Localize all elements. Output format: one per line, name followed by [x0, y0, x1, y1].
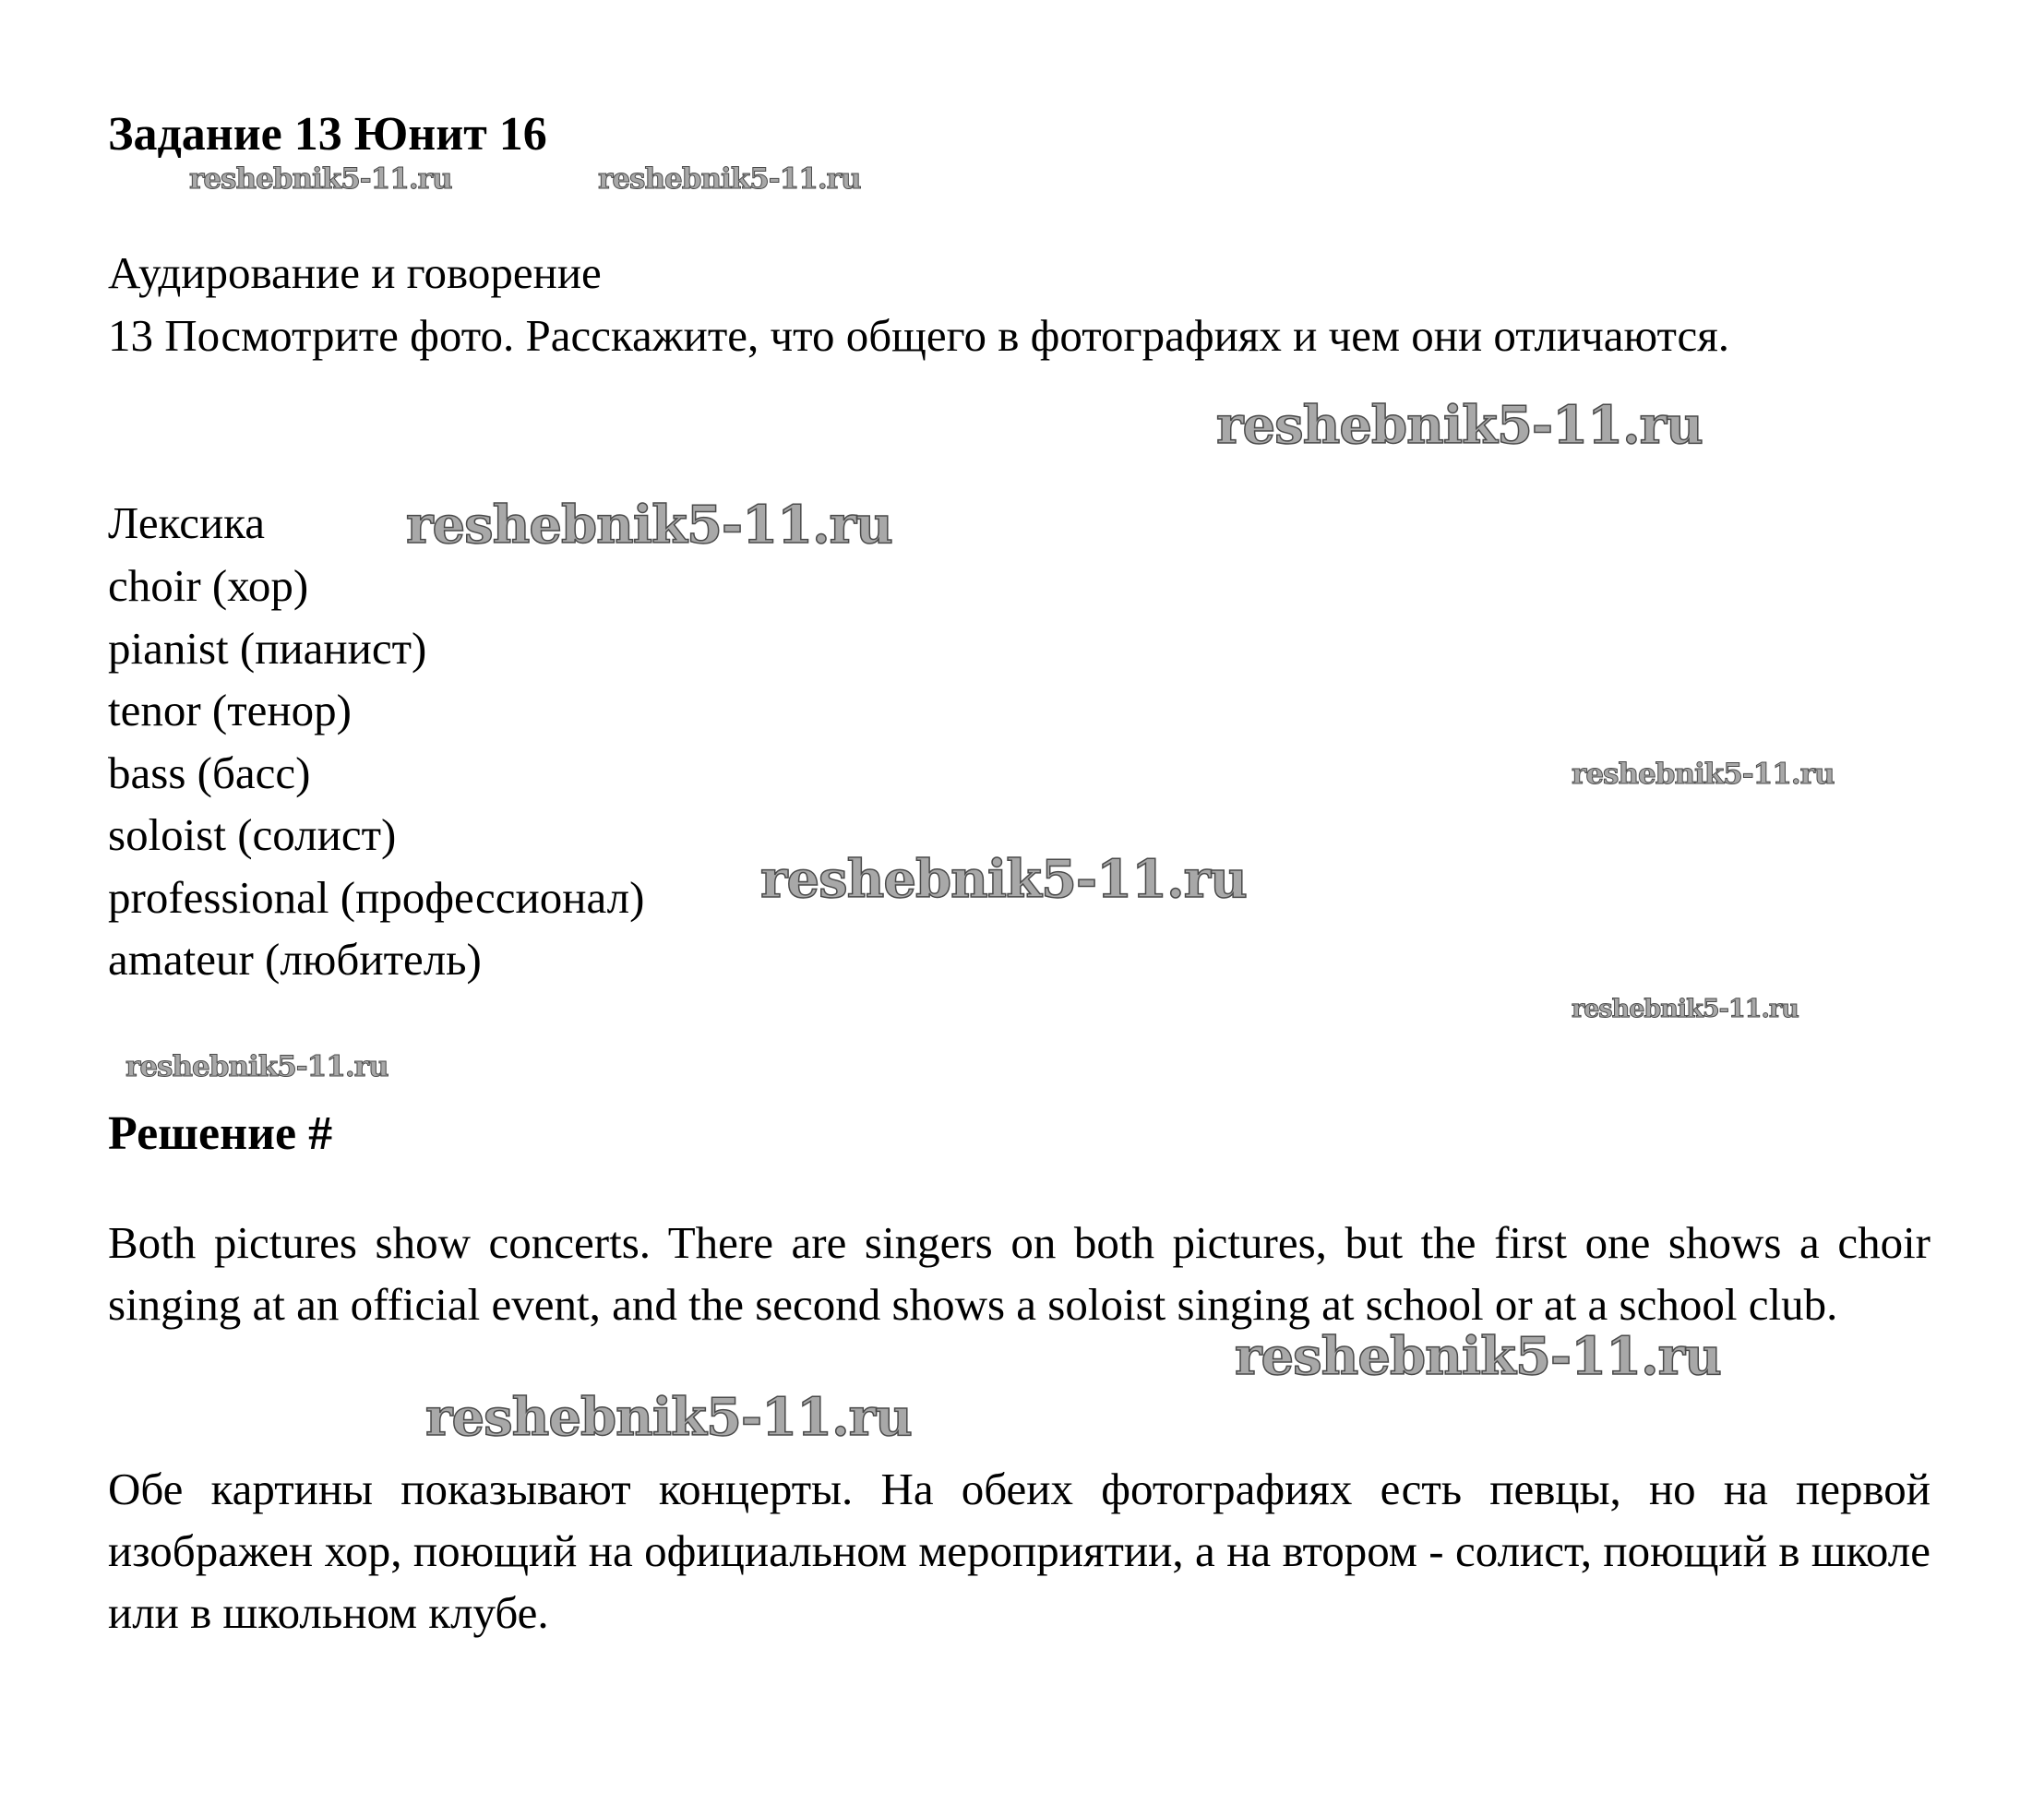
section-heading: Аудирование и говорение: [108, 247, 602, 298]
watermark: reshebnik5-11.ru: [1572, 758, 1835, 791]
answer-russian: Обе картины показывают концерты. На обеих фотографиях есть певцы, но на первой изображен хор, поющий на официальном мероприятии, а на втором - солист, поющий в школе или в школьном клубе.: [108, 1464, 1930, 1638]
vocabulary-item: pianist (пианист): [108, 622, 427, 674]
vocabulary-item: professional (профессионал): [108, 871, 645, 923]
watermark: reshebnik5-11.ru: [406, 495, 892, 556]
task-text: 13 Посмотрите фото. Расскажите, что общего в фотографиях и чем они отличаются.: [108, 310, 1730, 361]
watermark: reshebnik5-11.ru: [189, 162, 452, 196]
solution-heading: Решение #: [108, 1107, 333, 1160]
vocabulary-list: [108, 555, 644, 991]
watermark: reshebnik5-11.ru: [1572, 995, 1799, 1023]
watermark: reshebnik5-11.ru: [126, 1050, 388, 1083]
page-title: Задание 13 Юнит 16: [108, 108, 547, 161]
answer-english: Both pictures show concerts. There are singers on both pictures, but the first one shows a choir singing at an official event, and the second shows a soloist singing at school or at a school club.: [108, 1217, 1930, 1330]
watermark: reshebnik5-11.ru: [760, 849, 1247, 910]
vocabulary-item: bass (басс): [108, 747, 311, 798]
vocabulary-item: tenor (тенор): [108, 685, 352, 735]
vocabulary-item: choir (хор): [108, 560, 309, 611]
vocabulary-heading: Лексика: [108, 497, 266, 548]
watermark: reshebnik5-11.ru: [1216, 395, 1703, 456]
watermark: reshebnik5-11.ru: [598, 162, 861, 196]
watermark: reshebnik5-11.ru: [1235, 1326, 1721, 1387]
vocabulary-item: amateur (любитель): [108, 934, 482, 985]
vocabulary-item: soloist (солист): [108, 809, 397, 860]
watermark: reshebnik5-11.ru: [425, 1387, 912, 1448]
